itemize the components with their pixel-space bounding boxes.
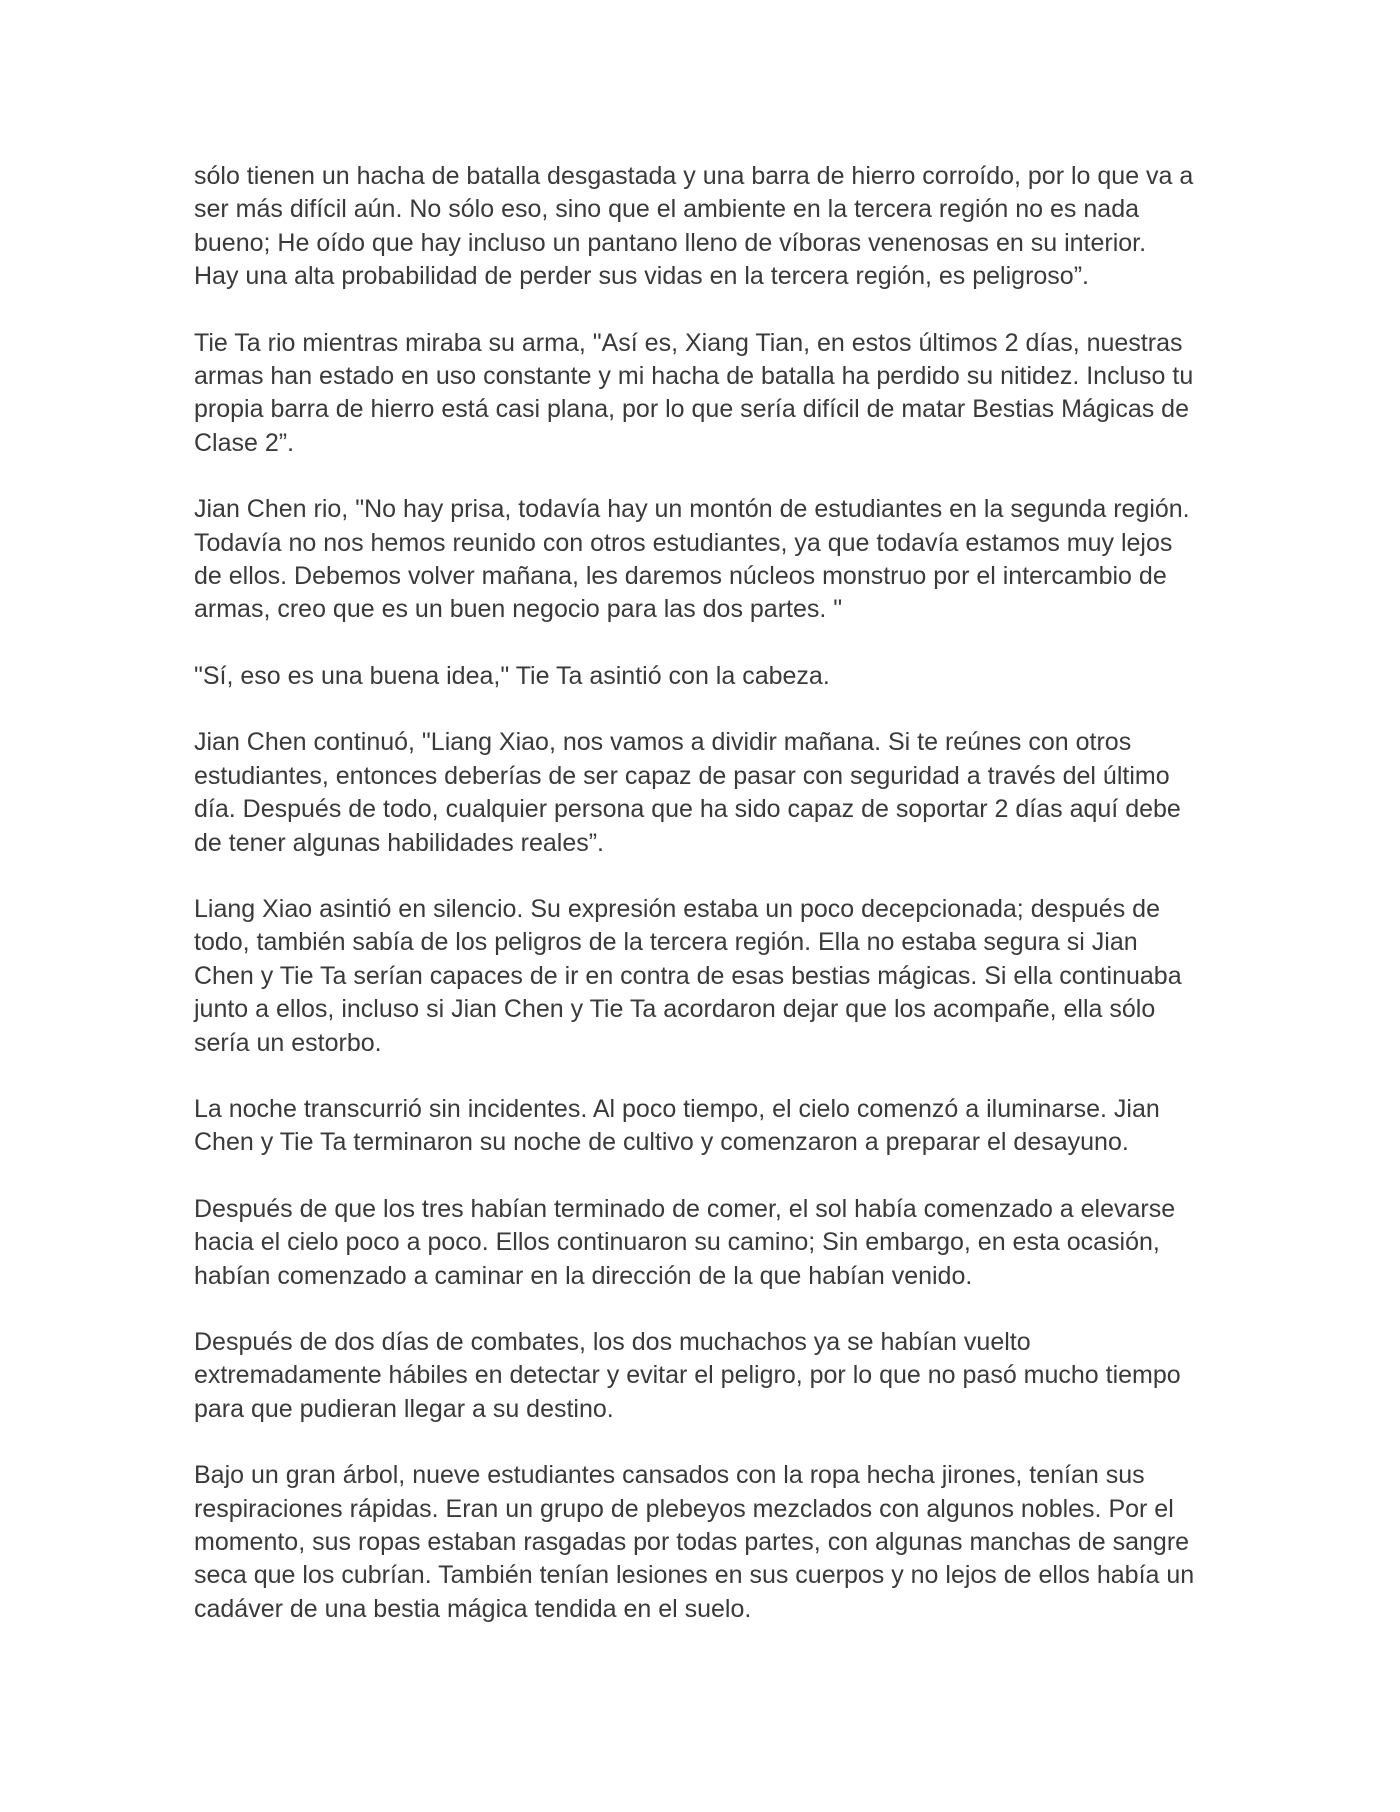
text-line: estudiantes, entonces deberías de ser capaz de pasar con seguridad a través del último <box>194 761 1170 790</box>
paragraph <box>194 1193 1214 1293</box>
text-line: armas han estado en uso constante y mi hacha de batalla ha perdido su nitidez. Incluso tu <box>194 362 1194 391</box>
text-line: momento, sus ropas estaban rasgadas por todas partes, con algunas manchas de sangre <box>194 1528 1190 1556</box>
text-line: respiraciones rápidas. Eran un grupo de plebeyos mezclados con algunos nobles. Por el <box>194 1494 1174 1523</box>
text-line: Jian Chen continuó, "Liang Xiao, nos vamos a dividir mañana. Si te reúnes con otros <box>194 728 1132 757</box>
text-line: sería un estorbo. <box>194 1028 382 1057</box>
text-line: Después de que los tres habían terminado de comer, el sol había comenzado a elevarse <box>194 1194 1176 1223</box>
paragraph <box>194 1459 1214 1626</box>
text-line: Chen y Tie Ta terminaron su noche de cultivo y comenzaron a preparar el desayuno. <box>194 1128 1129 1157</box>
text-line: todo, también sabía de los peligros de la tercera región. Ella no estaba segura si Jian <box>194 928 1138 957</box>
text-line: día. Después de todo, cualquier persona que ha sido capaz de soportar 2 días aquí debe <box>194 795 1181 824</box>
text-line: hacia el cielo poco a poco. Ellos continuaron su camino; Sin embargo, en esta ocasión, <box>194 1228 1160 1257</box>
text-line: bueno; He oído que hay incluso un pantano lleno de víboras venenosas en su interior. <box>194 228 1147 257</box>
text-line: de ellos. Debemos volver mañana, les daremos núcleos monstruo por el intercambio de <box>194 562 1167 591</box>
text-line: Liang Xiao asintió en silencio. Su expresión estaba un poco decepcionada; después de <box>194 894 1160 923</box>
paragraph <box>194 1326 1214 1426</box>
text-line: armas, creo que es un buen negocio para las dos partes. " <box>194 595 843 624</box>
paragraph <box>194 726 1214 860</box>
text-line: Bajo un gran árbol, nueve estudiantes cansados con la ropa hecha jirones, tenían sus <box>194 1461 1145 1490</box>
text-line: Hay una alta probabilidad de perder sus vidas en la tercera región, es peligroso”. <box>194 262 1089 291</box>
paragraph <box>194 1093 1214 1160</box>
paragraph <box>194 160 1214 294</box>
text-line: Chen y Tie Ta serían capaces de ir en contra de esas bestias mágicas. Si ella continuaba <box>194 961 1182 990</box>
text-line: para que pudieran llegar a su destino. <box>194 1394 614 1423</box>
paragraph <box>194 893 1214 1060</box>
text-line: propia barra de hierro está casi plana, por lo que sería difícil de matar Bestias Mágicas de <box>194 395 1189 424</box>
paragraph <box>194 493 1214 627</box>
text-line: Clase 2”. <box>194 428 295 457</box>
document-page <box>194 160 1214 1659</box>
text-line: Todavía no nos hemos reunido con otros estudiantes, ya que todavía estamos muy lejos <box>194 528 1173 557</box>
text-line: "Sí, eso es una buena idea," Tie Ta asintió con la cabeza. <box>194 661 830 690</box>
text-line: seca que los cubrían. También tenían lesiones en sus cuerpos y no lejos de ellos había un <box>194 1561 1195 1590</box>
text-line: Después de dos días de combates, los dos muchachos ya se habían vuelto <box>194 1327 1031 1356</box>
text-line: junto a ellos, incluso si Jian Chen y Tie Ta acordaron dejar que los acompañe, ella sólo <box>194 995 1156 1024</box>
paragraph <box>194 327 1214 461</box>
text-line: extremadamente hábiles en detectar y evitar el peligro, por lo que no pasó mucho tiempo <box>194 1361 1181 1390</box>
text-line: habían comenzado a caminar en la dirección de la que habían venido. <box>194 1261 973 1290</box>
text-line: de tener algunas habilidades reales”. <box>194 828 604 857</box>
text-line: sólo tienen un hacha de batalla desgastada y una barra de hierro corroído, por lo que va a <box>194 162 1194 190</box>
text-line: Tie Ta rio mientras miraba su arma, "Así es, Xiang Tian, en estos últimos 2 días, nuestras <box>194 328 1183 357</box>
text-line: ser más difícil aún. No sólo eso, sino que el ambiente en la tercera región no es nada <box>194 195 1139 224</box>
paragraph <box>194 660 1214 693</box>
text-line: La noche transcurrió sin incidentes. Al poco tiempo, el cielo comenzó a iluminarse. Jian <box>194 1094 1160 1123</box>
text-line: Jian Chen rio, "No hay prisa, todavía hay un montón de estudiantes en la segunda región. <box>194 495 1190 524</box>
text-line: cadáver de una bestia mágica tendida en el suelo. <box>194 1594 752 1623</box>
